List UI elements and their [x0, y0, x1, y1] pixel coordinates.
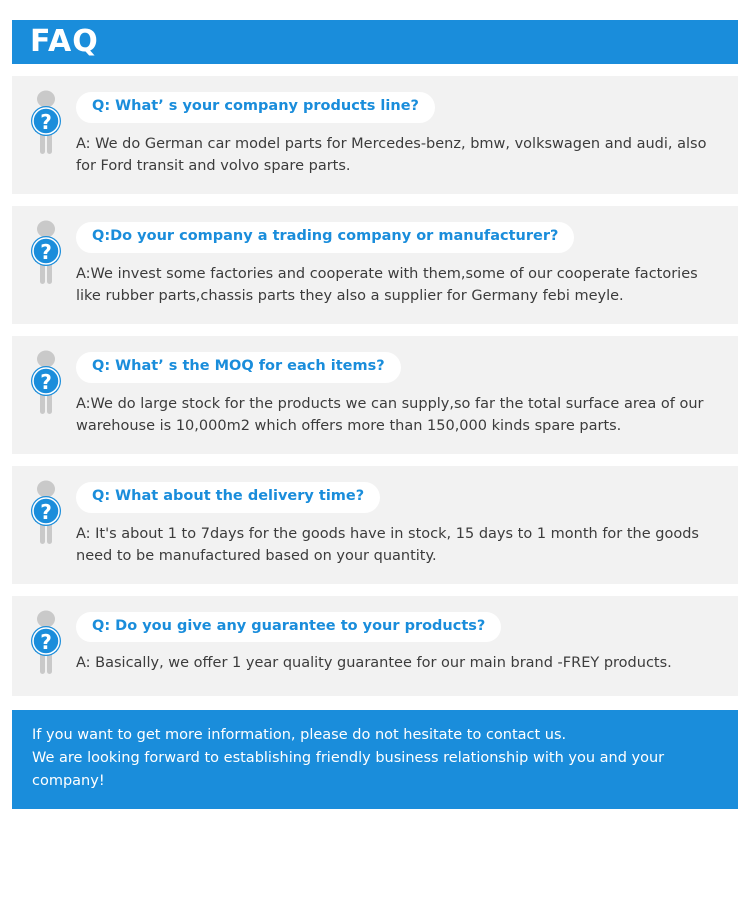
faq-body [76, 610, 724, 675]
faq-body [76, 480, 724, 568]
faq-item [12, 336, 738, 454]
question-mark-mascot-icon [22, 350, 70, 420]
svg-text:?: ? [40, 629, 52, 654]
faq-list [12, 76, 738, 696]
faq-question: Q: Do you give any guarantee to your products? [76, 612, 501, 643]
question-mark-mascot-icon [22, 480, 70, 550]
faq-item [12, 466, 738, 584]
faq-header-bar [12, 20, 738, 64]
question-mark-mascot-icon [22, 610, 70, 680]
footer-line-1: If you want to get more information, please do not hesitate to contact us. [32, 726, 567, 743]
faq-question: Q: What’ s the MOQ for each items? [76, 352, 401, 383]
faq-footer [12, 710, 738, 810]
faq-item [12, 76, 738, 194]
page-title: FAQ [30, 24, 99, 59]
faq-body [76, 220, 724, 308]
faq-answer: A:We do large stock for the products we can supply,so far the total surface area of our warehouse is 10,000m2 which offers more than 150,000 kinds spare parts. [76, 395, 704, 435]
faq-answer: A: It's about 1 to 7days for the goods have in stock, 15 days to 1 month for the goods need to be manufactured based on your quantity. [76, 525, 699, 565]
svg-text:?: ? [40, 499, 52, 524]
svg-text:?: ? [40, 239, 52, 264]
footer-line-2: We are looking forward to establishing friendly business relationship with you and your company! [32, 749, 665, 789]
faq-item [12, 206, 738, 324]
faq-question: Q: What’ s your company products line? [76, 92, 435, 123]
faq-answer: A: Basically, we offer 1 year quality guarantee for our main brand -FREY products. [76, 655, 672, 672]
faq-question: Q: What about the delivery time? [76, 482, 380, 513]
faq-body [76, 350, 724, 438]
faq-answer: A: We do German car model parts for Mercedes-benz, bmw, volkswagen and audi, also for Ford transit and volvo spare parts. [76, 135, 707, 175]
svg-text:?: ? [40, 369, 52, 394]
question-mark-mascot-icon [22, 220, 70, 290]
faq-page [0, 20, 750, 914]
faq-answer: A:We invest some factories and cooperate with them,some of our cooperate factories like rubber parts,chassis parts they also a supplier for Germany febi meyle. [76, 265, 698, 305]
faq-question: Q:Do your company a trading company or manufacturer? [76, 222, 574, 253]
faq-body [76, 90, 724, 178]
faq-item [12, 596, 738, 696]
svg-text:?: ? [40, 110, 52, 134]
question-mark-mascot-icon [22, 90, 70, 160]
